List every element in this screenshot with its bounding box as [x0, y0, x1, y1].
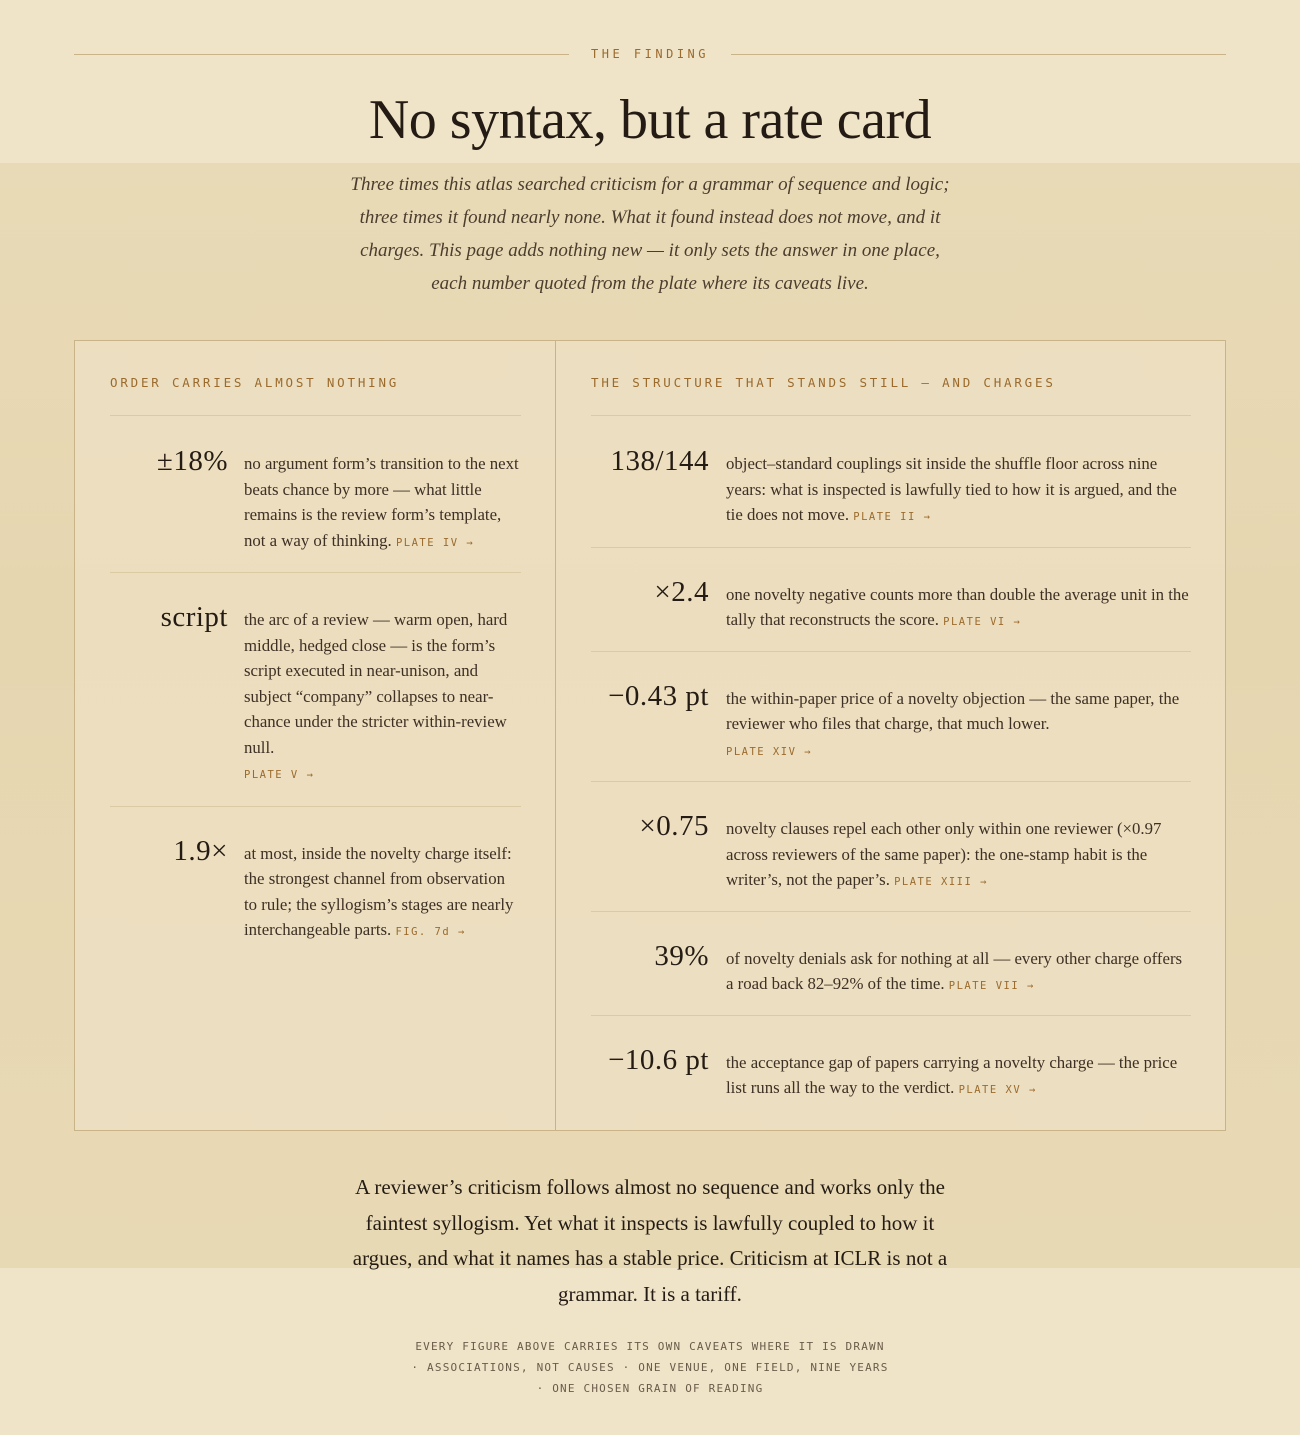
- finding-figure: 138/144: [610, 445, 709, 477]
- page-title: No syntax, but a rate card: [368, 89, 932, 151]
- finding-text: of novelty denials ask for nothing at all — every other charge offers a road back 82–92% of the time.: [726, 948, 1183, 993]
- kicker-rule: [74, 44, 1226, 64]
- order-column-heading: ORDER CARRIES ALMOST NOTHING: [110, 375, 521, 416]
- finding-text: no argument form’s transition to the next beats chance by more — what little remains is the review form’s template, not a way of thinking.: [244, 454, 519, 550]
- rule-line-right: [731, 54, 1226, 55]
- plate-link[interactable]: PLATE II →: [853, 511, 932, 523]
- plate-link[interactable]: PLATE V →: [244, 769, 315, 781]
- finding-item: [591, 912, 1191, 1016]
- finding-text-block: [709, 451, 1191, 531]
- finding-figure: 39%: [654, 939, 709, 972]
- finding-text: novelty clauses repel each other only within one reviewer (×0.97 across reviewers of the same paper): the one-stamp habit is the writer’s, not the paper’s.: [726, 819, 1162, 889]
- finding-text-block: [709, 1050, 1191, 1104]
- finding-figure: ×2.4: [654, 575, 709, 608]
- closing-statement: A reviewer’s criticism follows almost no sequence and works only the faintest syllogism. Yet what it inspects is lawfully coupled to how it argues, and what it names has a stable price. Criticism at ICLR is not a grammar. It is a tariff.: [352, 1175, 948, 1306]
- finding-figure: ±18%: [156, 445, 228, 477]
- plate-link[interactable]: PLATE XV →: [958, 1084, 1037, 1096]
- finding-item: [591, 782, 1191, 912]
- findings-panel: [74, 340, 1226, 1131]
- finding-text-block: [709, 686, 1191, 766]
- plate-link[interactable]: PLATE XIV →: [726, 745, 813, 758]
- caveat-footnote: EVERY FIGURE ABOVE CARRIES ITS OWN CAVEATS WHERE IT IS DRAWN · ASSOCIATIONS, NOT CAUSES · ONE VENUE, ONE FIELD, NINE YEARS · ONE CHOSEN GRAIN OF READING: [411, 1340, 889, 1395]
- plate-link[interactable]: FIG. 7d →: [395, 926, 466, 938]
- finding-figure: ×0.75: [639, 810, 709, 842]
- finding-text-block: [709, 816, 1191, 896]
- finding-item: [591, 1016, 1191, 1119]
- finding-text: the acceptance gap of papers carrying a novelty charge — the price list runs all the way to the verdict.: [726, 1052, 1178, 1097]
- finding-item: [110, 573, 521, 807]
- structure-column: [556, 341, 1225, 1130]
- finding-text: the arc of a review — warm open, hard middle, hedged close — is the form’s script executed in near-unison, and subject “company” collapses to near-chance under the stricter within-review null.: [244, 610, 508, 757]
- finding-text-block: [709, 946, 1191, 1000]
- finding-text: one novelty negative counts more than double the average unit in the tally that reconstructs the score.: [726, 584, 1189, 629]
- finding-item: [110, 807, 521, 962]
- plate-link[interactable]: PLATE VI →: [943, 616, 1022, 628]
- finding-figure: 1.9×: [173, 834, 228, 867]
- finding-figure: script: [160, 601, 228, 633]
- section-kicker: THE FINDING: [591, 47, 709, 61]
- rule-line-left: [74, 54, 569, 55]
- plate-link[interactable]: PLATE VII →: [948, 980, 1035, 992]
- finding-figure: −10.6 pt: [608, 1043, 709, 1076]
- finding-figure: −0.43 pt: [608, 679, 709, 712]
- finding-item: [591, 548, 1191, 652]
- structure-column-heading: THE STRUCTURE THAT STANDS STILL — AND CHARGES: [591, 375, 1191, 416]
- finding-text-block: [228, 841, 521, 946]
- finding-item: [591, 416, 1191, 548]
- lede-paragraph: Three times this atlas searched criticism for a grammar of sequence and logic; three times it found nearly none. What it found instead does not move, and it charges. This page adds nothing new — it only sets the answer in one place, each number quoted from the plate where its caveats live.: [350, 174, 950, 294]
- finding-item: [110, 416, 521, 573]
- finding-text-block: [709, 582, 1191, 636]
- order-column: [75, 341, 556, 1130]
- finding-text-block: [228, 451, 521, 556]
- finding-text: object–standard couplings sit inside the shuffle floor across nine years: what is inspected is lawfully tied to how it is argued, and the tie does not move.: [726, 454, 1177, 524]
- finding-text: the within-paper price of a novelty objection — the same paper, the reviewer who files that charge, that much lower.: [726, 688, 1180, 733]
- finding-item: [591, 652, 1191, 783]
- plate-link[interactable]: PLATE XIII →: [894, 876, 988, 888]
- plate-link[interactable]: PLATE IV →: [395, 536, 475, 549]
- finding-text-block: [228, 607, 521, 789]
- finding-text: at most, inside the novelty charge itself: the strongest channel from observation to rule; the syllogism’s stages are nearly interchangeable parts.: [244, 843, 514, 939]
